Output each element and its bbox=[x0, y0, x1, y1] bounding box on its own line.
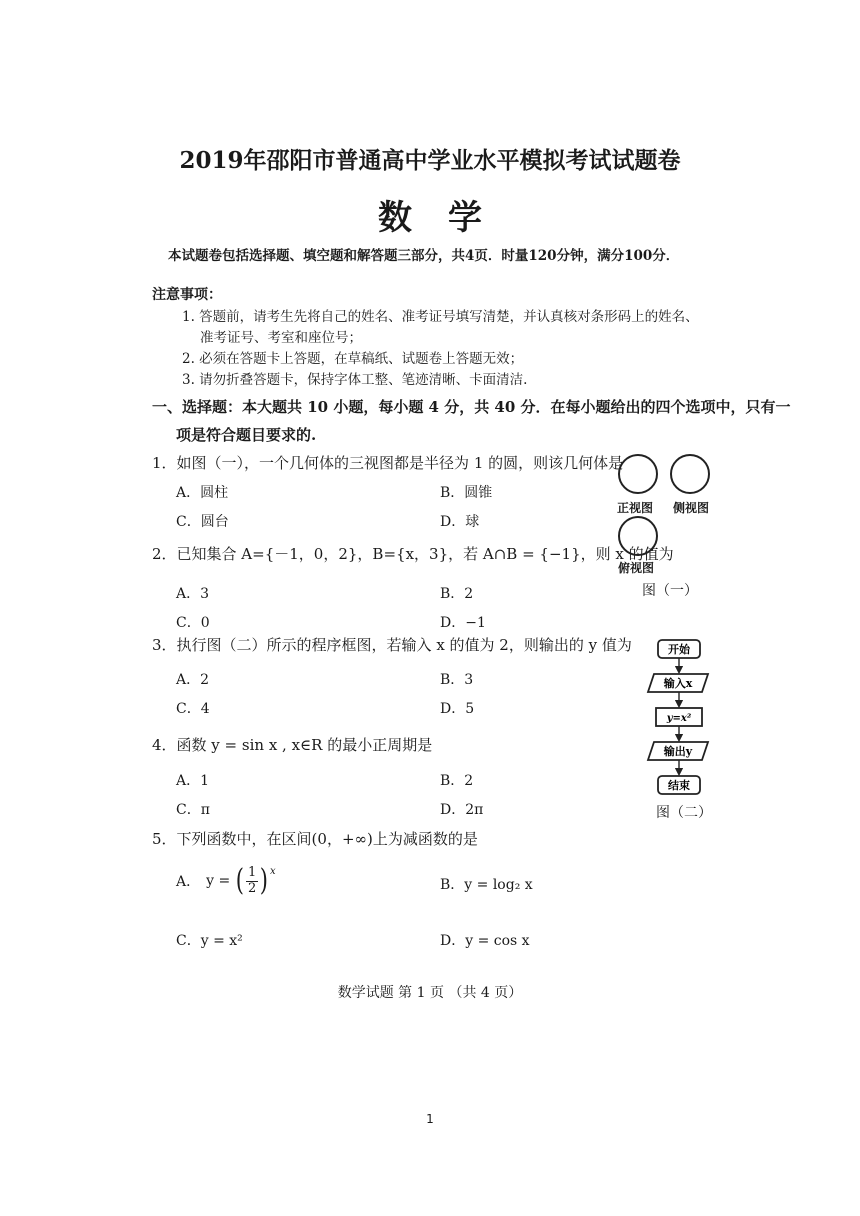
q4-option-b: B．2 bbox=[440, 773, 474, 789]
q4-option-c: C．π bbox=[176, 802, 210, 818]
q5a-lhs: y = bbox=[206, 873, 231, 889]
q2-option-a: A．3 bbox=[176, 586, 210, 602]
front-view-label: 正视图 bbox=[617, 501, 654, 515]
page-number: 1 bbox=[426, 1112, 434, 1126]
question-5-stem: 5．下列函数中，在区间(0，+∞)上为减函数的是 bbox=[152, 830, 478, 848]
note-1-cont: 准考证号、考室和座位号； bbox=[200, 330, 362, 346]
q5-option-c: C．y = x² bbox=[176, 933, 243, 949]
q4-option-a: A．1 bbox=[176, 773, 210, 789]
q2-option-d: D．−1 bbox=[440, 615, 486, 631]
q1-option-c: C．圆台 bbox=[176, 514, 229, 530]
q5a-denominator: 2 bbox=[247, 880, 257, 896]
question-3-stem: 3．执行图（二）所示的程序框图，若输入 x 的值为 2，则输出的 y 值为 bbox=[152, 636, 632, 654]
top-view-label: 俯视图 bbox=[618, 561, 655, 575]
q5-option-a bbox=[176, 863, 276, 898]
note-3: 3. 请勿折叠答题卡，保持字体工整、笔迹清晰、卡面清洁. bbox=[182, 372, 528, 388]
side-view-label: 侧视图 bbox=[673, 501, 710, 515]
section-heading-cont: 项是符合题目要求的. bbox=[176, 426, 317, 444]
q5-option-d: D．y = cos x bbox=[440, 933, 530, 949]
question-2-stem: 2．已知集合 A={－1，0，2}，B={x，3}，若 A∩B = {−1}，则 x 的值为 bbox=[152, 545, 674, 563]
notes-heading: 注意事项： bbox=[152, 287, 222, 303]
figure-2-caption: 图（二） bbox=[656, 805, 712, 821]
section-heading: 一、选择题：本大题共 10 小题，每小题 4 分，共 40 分．在每小题给出的四个选项中，只有一 bbox=[152, 398, 791, 416]
flow-process-text: y=x² bbox=[666, 713, 692, 724]
subject-title: 数学 bbox=[378, 198, 518, 238]
flow-output-text: 输出y bbox=[663, 745, 693, 758]
top-view-circle bbox=[618, 516, 658, 556]
question-4-stem: 4．函数 y = sin x , x∈R 的最小正周期是 bbox=[152, 736, 433, 754]
q3-option-b: B．3 bbox=[440, 672, 474, 688]
page-footer: 数学试题 第 1 页 （共 4 页） bbox=[337, 985, 523, 1001]
flow-input-text: 输入x bbox=[663, 677, 693, 690]
note-1: 1. 答题前，请考生先将自己的姓名、准考证号填写清楚，并认真核对条形码上的姓名、 bbox=[182, 309, 699, 325]
q2-option-c: C．0 bbox=[176, 615, 210, 631]
figure-2-flowchart bbox=[640, 636, 720, 802]
side-view-circle bbox=[670, 454, 710, 494]
q3-option-a: A．2 bbox=[176, 672, 210, 688]
question-1-stem: 1．如图（一），一个几何体的三视图都是半径为 1 的圆，则该几何体是 bbox=[152, 454, 624, 472]
q1-option-d: D．球 bbox=[440, 514, 480, 530]
exam-intro: 本试题卷包括选择题、填空题和解答题三部分，共4页．时量120分钟，满分100分． bbox=[168, 248, 680, 264]
q2-option-b: B．2 bbox=[440, 586, 474, 602]
q5a-exponent: x bbox=[269, 866, 276, 877]
q4-option-d: D．2π bbox=[440, 802, 484, 818]
q5a-numerator: 1 bbox=[247, 865, 257, 881]
q3-option-d: D．5 bbox=[440, 701, 475, 717]
q5-option-a-label: A． bbox=[176, 874, 201, 890]
q3-option-c: C．4 bbox=[176, 701, 210, 717]
figure-1-caption: 图（一） bbox=[642, 583, 698, 599]
flow-end-text: 结束 bbox=[668, 779, 690, 792]
note-2: 2. 必须在答题卡上答题，在草稿纸、试题卷上答题无效； bbox=[182, 351, 524, 367]
exam-title: 2019年邵阳市普通高中学业水平模拟考试试题卷 bbox=[179, 147, 681, 174]
q5a-fraction: ( $\frac{1}{2}$ ) x bbox=[235, 863, 276, 898]
flow-start-text: 开始 bbox=[668, 643, 690, 656]
q5-option-b: B．y = log₂ x bbox=[440, 877, 533, 893]
front-view-circle bbox=[618, 454, 658, 494]
q1-option-b: B．圆锥 bbox=[440, 485, 493, 501]
q1-option-a: A．圆柱 bbox=[176, 485, 229, 501]
